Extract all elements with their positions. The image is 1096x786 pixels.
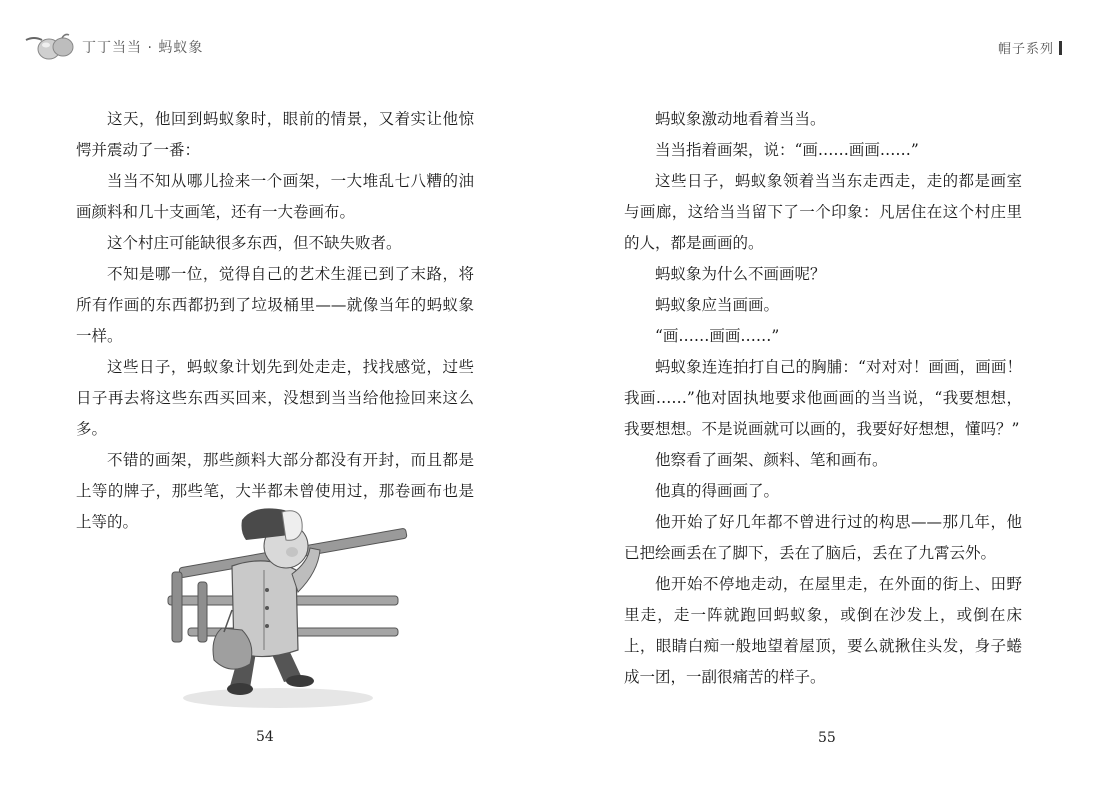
paragraph: 蚂蚁象应当画画。	[655, 296, 780, 314]
paragraph: 蚂蚁象为什么不画画呢？	[655, 265, 826, 283]
paragraph: 这些日子，蚂蚁象计划先到处走走，找找感觉，过些日子再去将这些东西买回来，没想到当当给他捡回来这么多。	[76, 358, 474, 438]
header-right	[998, 38, 1062, 57]
series-title-right: 帽子系列	[997, 42, 1054, 57]
boy-carrying-easel-illustration	[158, 500, 408, 718]
paragraph: 他真的得画画了。	[655, 482, 780, 500]
paragraph: 他开始了好几年都不曾进行过的构思——那几年，他已把绘画丢在了脚下，丢在了脑后，丢在了九霄云外。	[624, 513, 1022, 562]
page-number-right: 55	[818, 730, 836, 746]
paragraph: 他察看了画架、颜料、笔和画布。	[655, 451, 888, 469]
paragraph: 蚂蚁象连连拍打自己的胸脯：“对对对！画画，画画！我画……”他对固执地要求他画画的当当说，“我要想想，我要想想。不是说画就可以画的，我要好好想想，懂吗？”	[624, 358, 1022, 438]
paragraph: 这个村庄可能缺很多东西，但不缺失败者。	[107, 234, 402, 252]
gourd-logo-icon	[24, 30, 76, 64]
paragraph: 不错的画架，那些颜料大部分都没有开封，而且都是上等的牌子，那些笔，大半都未曾使用过，那卷画布也是上等的。	[76, 451, 474, 531]
series-title-left: 丁丁当当 · 蚂蚁象	[82, 40, 204, 56]
paragraph: 当当指着画架，说：“画……画画……”	[655, 141, 919, 159]
paragraph: 这天，他回到蚂蚁象时，眼前的情景，又着实让他惊愕并震动了一番：	[76, 110, 474, 159]
left-page-text	[76, 104, 474, 538]
header-bar-mark	[1059, 41, 1062, 55]
paragraph: 他开始不停地走动，在屋里走，在外面的街上、田野里走，走一阵就跑回蚂蚁象，或倒在沙发上，或倒在床上，眼睛白痴一般地望着屋顶，要么就揪住头发，身子蜷成一团，一副很痛苦的样子。	[624, 575, 1022, 686]
paragraph: 这些日子，蚂蚁象领着当当东走西走，走的都是画室与画廊，这给当当留下了一个印象：凡居住在这个村庄里的人，都是画画的。	[624, 172, 1022, 252]
paragraph: 当当不知从哪儿捡来一个画架，一大堆乱七八糟的油画颜料和几十支画笔，还有一大卷画布。	[76, 172, 474, 221]
paragraph: “画……画画……”	[655, 327, 780, 345]
page-number-left: 54	[256, 729, 274, 745]
paragraph: 蚂蚁象激动地看着当当。	[655, 110, 826, 128]
header-left	[24, 30, 203, 64]
right-page-text	[624, 104, 1022, 693]
paragraph: 不知是哪一位，觉得自己的艺术生涯已到了末路，将所有作画的东西都扔到了垃圾桶里——就像当年的蚂蚁象一样。	[76, 265, 474, 345]
